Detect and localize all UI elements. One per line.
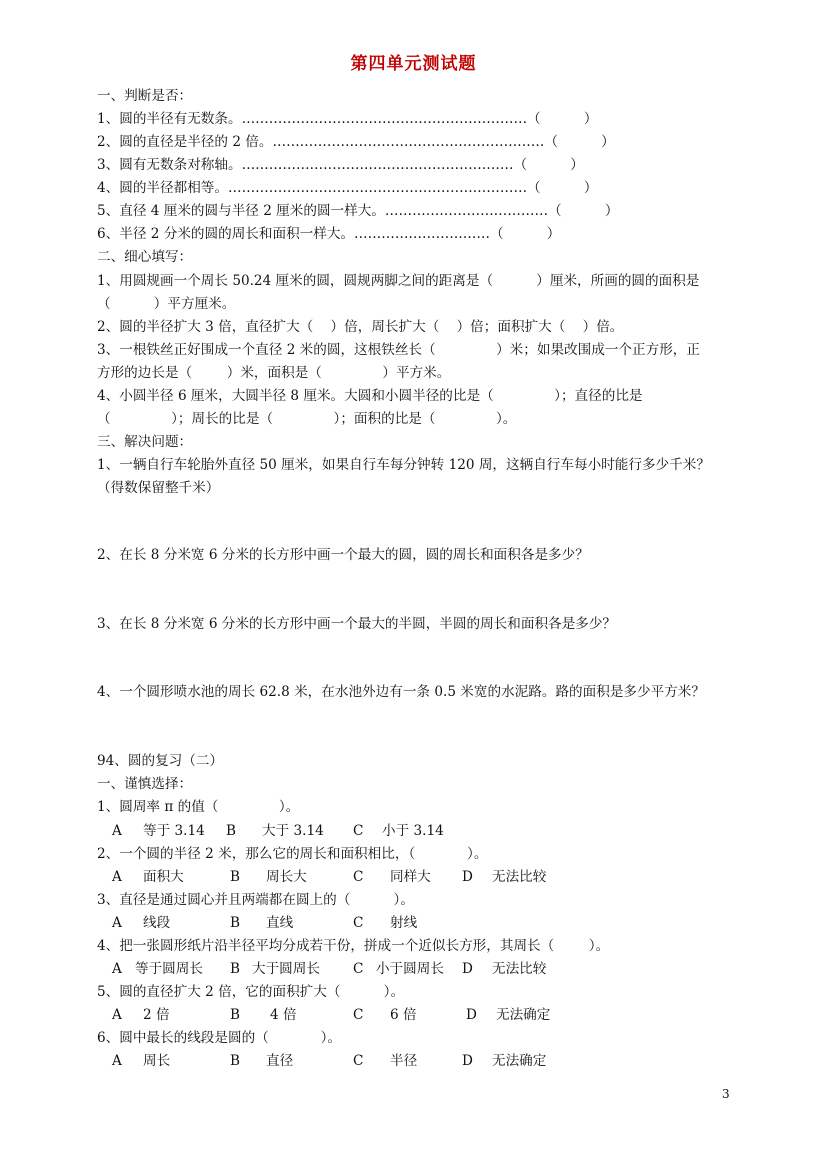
fill-line: （ ）平方厘米。 bbox=[97, 296, 236, 312]
judge-item: 2、圆的直径是半径的 2 倍。……………………………………………………（ ） bbox=[97, 134, 615, 150]
review-heading: 94、圆的复习（二） bbox=[97, 753, 224, 769]
option-letter: C bbox=[353, 915, 364, 931]
option-text: 大于圆周长 bbox=[252, 961, 320, 977]
section-heading-solve: 三、解决问题： bbox=[97, 434, 193, 450]
option-letter: A bbox=[112, 869, 122, 885]
page-number: 3 bbox=[722, 1087, 730, 1101]
problem-2: 2、在长 8 分米宽 6 分米的长方形中画一个最大的圆，圆的周长和面积各是多少？ bbox=[97, 547, 589, 563]
option-text: 2 倍 bbox=[143, 1007, 170, 1023]
choice-question: 6、圆中最长的线段是圆的（ ）。 bbox=[97, 1030, 342, 1046]
option-letter: B bbox=[230, 961, 240, 977]
option-text: 直径 bbox=[266, 1053, 294, 1069]
judge-item: 4、圆的半径都相等。…………………………………………………………（ ） bbox=[97, 180, 598, 196]
option-letter: A bbox=[112, 1007, 122, 1023]
option-letter: C bbox=[353, 1007, 364, 1023]
option-text: 无法确定 bbox=[496, 1007, 551, 1023]
option-text: 小于 3.14 bbox=[382, 823, 444, 839]
option-text: 面积大 bbox=[143, 869, 184, 885]
problem-3: 3、在长 8 分米宽 6 分米的长方形中画一个最大的半圆，半圆的周长和面积各是多少？ bbox=[97, 616, 617, 632]
judge-item: 3、圆有无数条对称轴。……………………………………………………（ ） bbox=[97, 157, 584, 173]
option-letter: D bbox=[466, 1007, 477, 1023]
option-letter: D bbox=[462, 961, 473, 977]
page-title: 第四单元测试题 bbox=[350, 54, 477, 74]
section-heading-choice: 一、谨慎选择： bbox=[97, 776, 193, 792]
option-letter: A bbox=[112, 961, 122, 977]
option-letter: C bbox=[353, 869, 364, 885]
judge-item: 5、直径 4 厘米的圆与半径 2 厘米的圆一样大。………………………………（ ） bbox=[97, 203, 619, 219]
fill-line: 4、小圆半径 6 厘米，大圆半径 8 厘米。大圆和小圆半径的比是（ ）；直径的比是 bbox=[97, 388, 643, 404]
option-text: 无法确定 bbox=[492, 1053, 547, 1069]
choice-question: 1、圆周率 π 的值（ ）。 bbox=[97, 799, 300, 815]
option-text: 周长大 bbox=[266, 869, 307, 885]
option-letter: C bbox=[353, 1053, 364, 1069]
problem-1-note: （得数保留整千米） bbox=[97, 480, 220, 496]
fill-line: （ ）；周长的比是（ ）；面积的比是（ ）。 bbox=[97, 411, 517, 427]
option-letter: A bbox=[112, 915, 122, 931]
fill-line: 3、一根铁丝正好围成一个直径 2 米的圆，这根铁丝长（ ）米；如果改围成一个正方形，正 bbox=[97, 342, 700, 358]
option-text: 半径 bbox=[390, 1053, 418, 1069]
option-text: 射线 bbox=[390, 915, 418, 931]
fill-line: 方形的边长是（ ）米，面积是（ ）平方米。 bbox=[97, 365, 451, 381]
option-text: 等于圆周长 bbox=[135, 961, 203, 977]
judge-item: 6、半径 2 分米的圆的周长和面积一样大。…………………………（ ） bbox=[97, 226, 561, 242]
fill-line: 1、用圆规画一个周长 50.24 厘米的圆，圆规两脚之间的距离是（ ）厘米，所画的圆的面积是 bbox=[97, 273, 700, 289]
choice-question: 2、一个圆的半径 2 米，那么它的周长和面积相比，（ ）。 bbox=[97, 846, 488, 862]
option-letter: B bbox=[230, 869, 240, 885]
choice-question: 5、圆的直径扩大 2 倍，它的面积扩大（ ）。 bbox=[97, 984, 405, 1000]
fill-line: 2、圆的半径扩大 3 倍，直径扩大（ ）倍，周长扩大（ ）倍；面积扩大（ ）倍。 bbox=[97, 319, 624, 335]
option-text: 直线 bbox=[266, 915, 294, 931]
option-text: 6 倍 bbox=[390, 1007, 417, 1023]
option-text: 线段 bbox=[143, 915, 171, 931]
option-text: 大于 3.14 bbox=[262, 823, 324, 839]
option-letter: B bbox=[226, 823, 236, 839]
choice-question: 3、直径是通过圆心并且两端都在圆上的（ ）。 bbox=[97, 892, 414, 908]
option-letter: C bbox=[353, 823, 364, 839]
option-letter: A bbox=[112, 1053, 122, 1069]
option-letter: D bbox=[462, 869, 473, 885]
section-heading-fill: 二、细心填写： bbox=[97, 249, 193, 265]
option-text: 等于 3.14 bbox=[143, 823, 205, 839]
option-text: 无法比较 bbox=[492, 961, 547, 977]
option-text: 小于圆周长 bbox=[376, 961, 444, 977]
option-letter: B bbox=[230, 915, 240, 931]
option-text: 同样大 bbox=[390, 869, 431, 885]
option-letter: B bbox=[230, 1053, 240, 1069]
option-text: 4 倍 bbox=[270, 1007, 297, 1023]
section-heading-judge: 一、判断是否： bbox=[97, 88, 193, 104]
choice-question: 4、把一张圆形纸片沿半径平均分成若干份，拼成一个近似长方形，其周长（ ）。 bbox=[97, 938, 610, 954]
option-letter: B bbox=[230, 1007, 240, 1023]
judge-item: 1、圆的半径有无数条。………………………………………………………（ ） bbox=[97, 111, 598, 127]
problem-1: 1、一辆自行车轮胎外直径 50 厘米，如果自行车每分钟转 120 周，这辆自行车每小时能行多少千米？ bbox=[97, 457, 710, 473]
option-text: 周长 bbox=[143, 1053, 171, 1069]
option-letter: A bbox=[112, 823, 122, 839]
option-text: 无法比较 bbox=[492, 869, 547, 885]
option-letter: D bbox=[462, 1053, 473, 1069]
option-letter: C bbox=[353, 961, 364, 977]
problem-4: 4、一个圆形喷水池的周长 62.8 米，在水池外边有一条 0.5 米宽的水泥路。路的面积是多少平方米？ bbox=[97, 684, 705, 700]
